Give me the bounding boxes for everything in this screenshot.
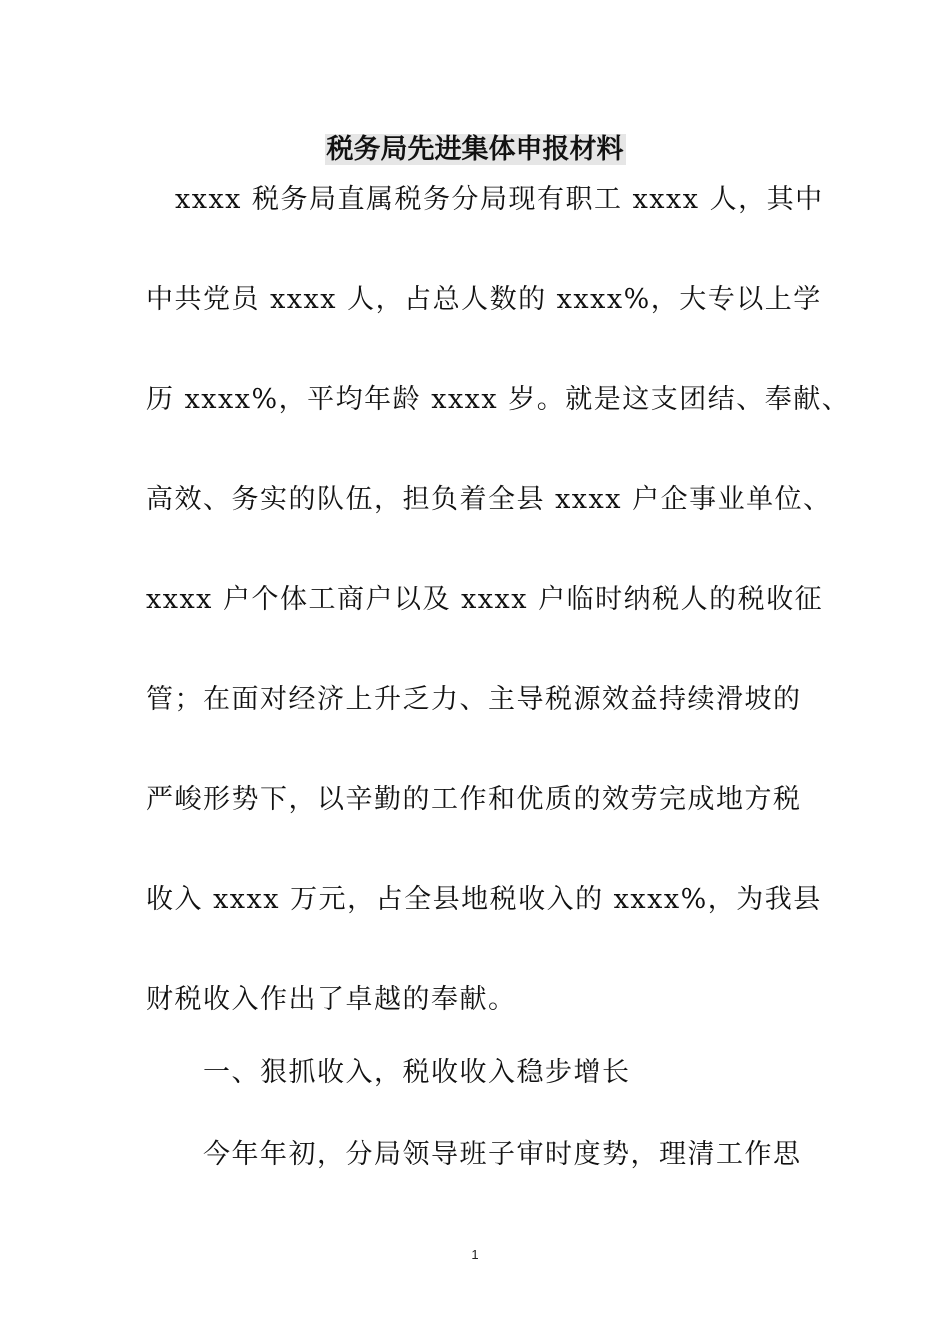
paragraph-line: 收入 xxxx 万元，占全县地税收入的 xxxx%，为我县 <box>146 884 822 915</box>
page-number: 1 <box>471 1247 479 1262</box>
paragraph-line: xxxx 税务局直属税务分局现有职工 xxxx 人，其中 <box>175 184 824 215</box>
paragraph-line: 高效、务实的队伍，担负着全县 xxxx 户企事业单位、 <box>146 484 832 515</box>
paragraph-line: 历 xxxx%，平均年龄 xxxx 岁。就是这支团结、奉献、 <box>146 384 851 415</box>
paragraph-line: 今年年初，分局领导班子审时度势，理清工作思 <box>203 1139 802 1170</box>
paragraph-line: xxxx 户个体工商户以及 xxxx 户临时纳税人的税收征 <box>146 584 824 615</box>
document-title-text: 税务局先进集体申报材料 <box>326 134 624 165</box>
section-heading: 一、狠抓收入，税收收入稳步增长 <box>203 1057 631 1088</box>
paragraph-line: 严峻形势下，以辛勤的工作和优质的效劳完成地方税 <box>146 784 802 815</box>
document-title <box>0 130 950 170</box>
paragraph-line: 中共党员 xxxx 人，占总人数的 xxxx%，大专以上学 <box>146 284 822 315</box>
paragraph-line: 管；在面对经济上升乏力、主导税源效益持续滑坡的 <box>146 684 802 715</box>
paragraph-line: 财税收入作出了卓越的奉献。 <box>146 984 517 1015</box>
